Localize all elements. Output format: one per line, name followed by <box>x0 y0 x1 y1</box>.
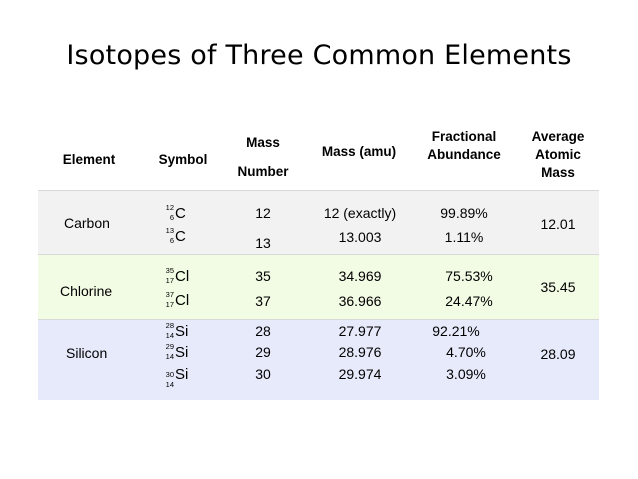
header-average-line2: Atomic <box>535 147 581 162</box>
header-fractional-abundance-line2: Abundance <box>427 147 501 162</box>
mass-number: 28 <box>255 323 271 339</box>
average-atomic-mass: 28.09 <box>540 346 576 362</box>
table-header <box>38 120 599 190</box>
mass-amu: 29.974 <box>338 366 382 382</box>
abundance: 4.70% <box>446 344 486 360</box>
mass-number: 13 <box>255 235 271 251</box>
header-mass-number-line2: Number <box>237 164 289 179</box>
header-average-line1: Average <box>531 129 585 144</box>
table-row-chlorine: Chlorine 35 17 Cl 37 17 Cl 35 37 34.969 36.966 75.53% 24.47% 35.45 <box>38 255 599 319</box>
header-fractional-abundance-line1: Fractional <box>431 129 497 144</box>
header-element: Element <box>62 152 116 167</box>
mass-number: 35 <box>255 268 271 284</box>
abundance: 24.47% <box>445 293 493 309</box>
mass-number: 30 <box>255 366 271 382</box>
element-name: Carbon <box>64 215 110 231</box>
mass-amu: 12 (exactly) <box>323 205 397 221</box>
abundance: 3.09% <box>446 366 486 382</box>
mass-amu: 13.003 <box>338 229 382 245</box>
mass-number: 12 <box>255 205 271 221</box>
average-atomic-mass: 35.45 <box>540 279 576 295</box>
page-title: Isotopes of Three Common Elements <box>66 40 572 71</box>
mass-amu: 36.966 <box>338 293 382 309</box>
mass-number: 37 <box>255 293 271 309</box>
abundance: 92.21% <box>432 323 480 339</box>
element-name: Silicon <box>66 345 108 361</box>
mass-number: 29 <box>255 344 271 360</box>
table-row-carbon: Carbon 12 6 C 13 6 C 12 13 12 (exactly) 13.003 99.89% 1.11% 12.01 <box>38 191 599 254</box>
table-row-silicon: Silicon 28 14 Si 29 14 Si 30 14 Si 28 29 30 27.977 28.976 29.974 92.21% 4.70% 3.09% 28.09 <box>38 320 599 400</box>
abundance: 1.11% <box>444 229 484 245</box>
abundance: 75.53% <box>445 268 493 284</box>
header-average-line3: Mass <box>541 165 575 180</box>
average-atomic-mass: 12.01 <box>540 216 576 232</box>
element-name: Chlorine <box>60 283 113 299</box>
mass-amu: 28.976 <box>338 344 382 360</box>
mass-amu: 34.969 <box>338 268 382 284</box>
header-symbol: Symbol <box>158 152 208 167</box>
mass-amu: 27.977 <box>338 323 382 339</box>
header-mass-amu: Mass (amu) <box>321 144 397 159</box>
header-mass-number-line1: Mass <box>246 135 280 150</box>
isotope-table <box>38 120 599 400</box>
abundance: 99.89% <box>440 205 488 221</box>
